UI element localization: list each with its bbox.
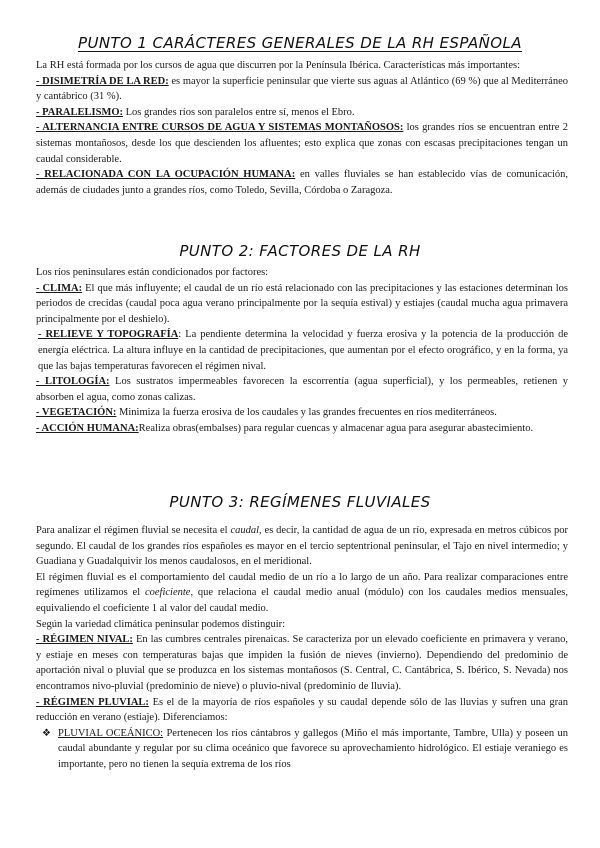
item-text: Realiza obras(embalses) para regular cuencas y almacenar agua para asegurar abastecimiento.: [138, 422, 534, 434]
item-text: los grandes ríos se encuentran entre 2 sistemas montañosos, desde los que descienden los afluentes; esto explica que zonas con escasas precipitaciones tengan un caudal considerable.: [36, 122, 568, 165]
emphasis-coeficiente: coeficiente: [144, 587, 191, 599]
item-text: Los grandes ríos son paralelos entre sí, menos el Ebro.: [123, 106, 355, 118]
paragraph-caudal: [36, 523, 568, 570]
text-run: El régimen fluvial es el comportamiento del caudal medio de un río a lo largo de un año. Para realizar comparaciones entre regímenes utilizamos el: [36, 571, 568, 599]
item-label: - CLIMA:: [36, 282, 83, 294]
item-clima: [36, 281, 568, 328]
item-label: - VEGETACIÓN:: [36, 407, 117, 419]
section-punto-3: [36, 523, 568, 773]
item-paralelismo: [36, 105, 568, 121]
diamond-bullet-icon: ❖: [42, 727, 51, 739]
item-disimetria: [36, 74, 568, 105]
text-run: , es decir, la cantidad de agua de un río, expresada en metros cúbicos por segundo. El caudal de los grandes ríos españoles es mayor en el tercio septentrional peninsular, el Tajo en nivel intermedio; y Guadiana y Guadalquivir los menos caudalosos, en el meridional.: [36, 525, 569, 568]
heading-punto-3: PUNTO 3: REGÍMENES FLUVIALES: [169, 493, 431, 511]
text-run: Para analizar el régimen fluvial se necesita el: [36, 525, 231, 536]
item-regimen-pluvial: [36, 695, 568, 726]
item-label: - PARALELISMO:: [36, 106, 124, 118]
paragraph-regimen: [36, 570, 568, 617]
text-run: , que relaciona el caudal medio anual (módulo) con los caudales medios mensuales, equivaliendo el coeficiente 1 al valor del caudal medio.: [36, 587, 568, 614]
bullet-label: PLUVIAL OCEÁNICO:: [58, 727, 164, 739]
item-label: - LITOLOGÍA:: [36, 376, 110, 388]
item-label: - RÉGIMEN NIVAL:: [36, 634, 133, 646]
item-label: - ACCIÓN HUMANA:: [36, 422, 139, 434]
item-litologia: [36, 374, 568, 405]
item-text: Es el de la mayoría de ríos españoles y su caudal depende sólo de las lluvias y sufren una gran reducción en verano (estiaje). Diferenciamos:: [36, 696, 568, 724]
item-accion-humana: [36, 421, 568, 437]
item-text: En las cumbres centrales pirenaicas. Se caracteriza por un elevado coeficiente en primavera y verano, y estiaje en meses con temperaturas bajas que impiden la fusión de nieves (invierno). Dependiendo del predominio de aportación nival o pluvial que se produzca en los sistemas montañosos (S. Central, C. Cantábrica, S. Ibérico, S. Nevada) nos encontramos nivo-pluvial (predominio de nieve) o pluvio-nival (predominio de lluvia).: [36, 634, 568, 692]
item-label: - RÉGIMEN PLUVIAL:: [36, 696, 149, 708]
item-text: en valles fluviales se han establecido vías de comunicación, además de ciudades junto a grandes ríos, como Toledo, Sevilla, Córdoba o Zaragoza.: [36, 169, 568, 196]
item-label: - DISIMETRÍA DE LA RED:: [36, 75, 169, 87]
emphasis-caudal: caudal: [230, 525, 260, 536]
item-ocupacion-humana: [36, 167, 568, 198]
section-punto-1: [36, 58, 568, 198]
heading-punto-2: PUNTO 2: FACTORES DE LA RH: [179, 242, 421, 260]
intro-paragraph: Los ríos peninsulares están condicionados por factores:: [36, 267, 269, 278]
item-regimen-nival: [36, 632, 568, 694]
item-label: - RELACIONADA CON LA OCUPACIÓN HUMANA:: [36, 169, 296, 181]
item-text: El que más influyente; el caudal de un río está relacionado con las precipitaciones y las estaciones determinan los periodos de crecidas (caudal poca agua verano principalmente por la sequía estival) y estiajes (caudal mucha agua primavera principalmente por el deshielo).: [36, 282, 568, 325]
item-text: es mayor la superficie peninsular que vierte sus aguas al Atlántico (69 %) que al Mediterráneo y cantábrico (31 %).: [36, 75, 568, 103]
item-label: - RELIEVE Y TOPOGRAFÍA: [38, 329, 179, 341]
item-alternancia: [36, 120, 568, 167]
item-label: - ALTERNANCIA ENTRE CURSOS DE AGUA Y SISTEMAS MONTAÑOSOS:: [36, 122, 404, 134]
item-text: Los sustratos impermeables favorecen la escorrentía (agua superficial), y los permeables, retienen y absorben el agua, como zonas calizas.: [36, 376, 568, 403]
item-text: Minimiza la fuerza erosiva de los caudales y las grandes frecuentes en ríos mediterráneos.: [116, 407, 497, 419]
item-relieve: [36, 327, 568, 374]
heading-punto-1: PUNTO 1 CARÁCTERES GENERALES DE LA RH ESPAÑOLA: [78, 34, 522, 52]
paragraph-distinguir: Según la variedad climática peninsular podemos distinguir:: [36, 618, 286, 630]
bullet-pluvial-oceanico: [36, 726, 568, 773]
section-punto-2: [36, 265, 568, 437]
intro-paragraph: La RH está formada por los cursos de agua que discurren por la Península Ibérica. Características más importantes:: [36, 60, 521, 71]
bullet-text: Pertenecen los ríos cántabros y gallegos (Miño el más importante, Tambre, Ulla) y poseen un caudal abundante y regular por su clima oceánico que favorece su aprovechamiento hidrológico. El estiaje veraniego es importante, pero no tienen la sequía extrema de los ríos: [58, 727, 568, 770]
item-text: : La pendiente determina la velocidad y fuerza erosiva y la potencia de la producción de energía eléctrica. La altura influye en la cantidad de precipitaciones, que aumentan por el efecto orográfico, y en la forma, ya que las bajas temperaturas favorecen el régimen nival.: [38, 329, 568, 372]
item-vegetacion: [36, 405, 568, 421]
